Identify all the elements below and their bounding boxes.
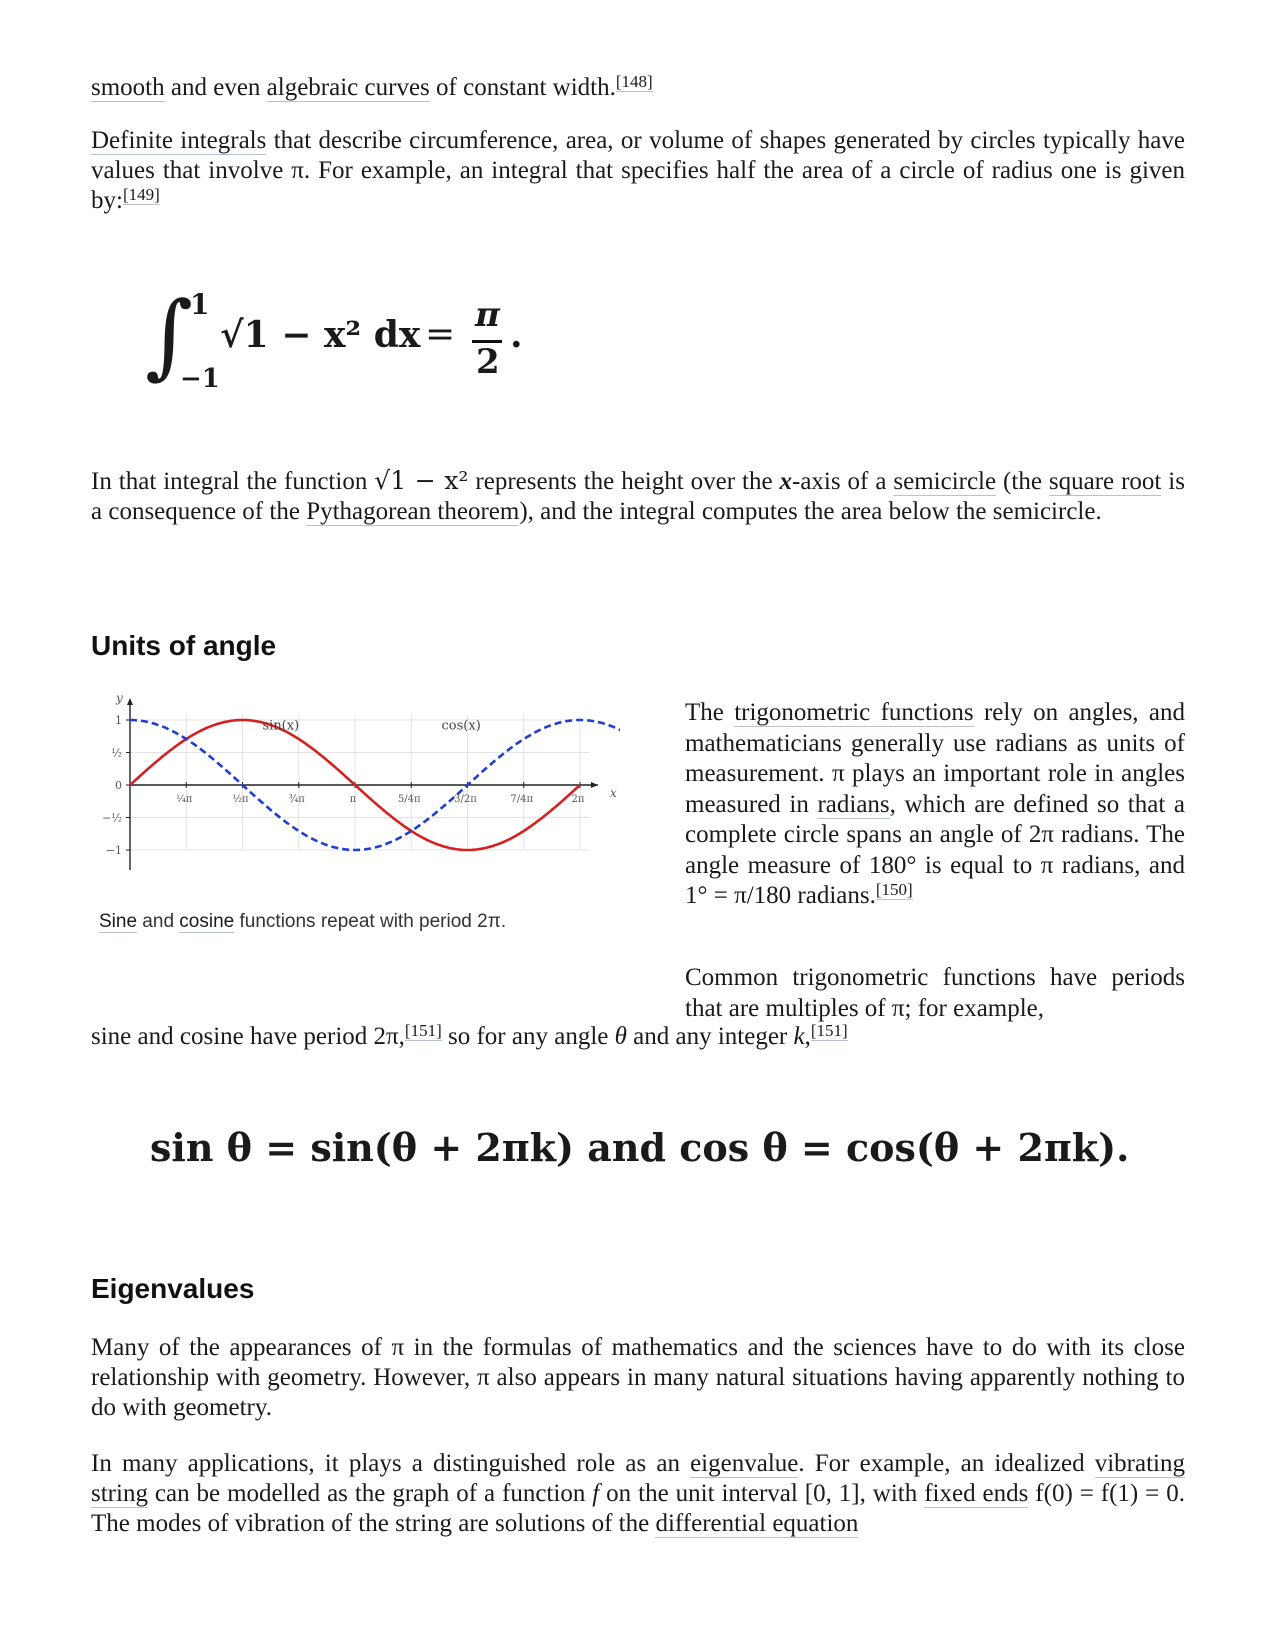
text: The bbox=[685, 699, 735, 726]
x-tick-label: 2π bbox=[571, 794, 585, 805]
semicircle-link[interactable]: semicircle bbox=[893, 468, 997, 495]
k-variable: k bbox=[793, 1023, 805, 1050]
sine-link[interactable]: Sine bbox=[99, 911, 138, 932]
y-tick-label: 0 bbox=[115, 779, 122, 792]
periods-paragraph-top bbox=[685, 963, 1185, 1024]
citation-150[interactable]: [150] bbox=[875, 880, 913, 899]
sqrt-function: √1 − x² bbox=[374, 466, 469, 495]
units-of-angle-heading: Units of angle bbox=[91, 630, 277, 661]
x-axis-label: x bbox=[610, 786, 617, 800]
y-tick-label: 1 bbox=[115, 714, 122, 727]
x-tick-label: 7/4π bbox=[510, 794, 534, 805]
text: Common trigonometric functions have periods that are multiples of π; for example, bbox=[685, 964, 1185, 1022]
text: so for any angle bbox=[441, 1023, 615, 1050]
text: In that integral the function bbox=[91, 468, 375, 495]
y-axis-label: y bbox=[116, 691, 123, 705]
pythagorean-theorem-link[interactable]: Pythagorean theorem bbox=[306, 498, 520, 525]
x-tick-label: ½π bbox=[232, 794, 249, 805]
sin-label: sin(x) bbox=[262, 718, 300, 734]
y-axis-arrow bbox=[127, 698, 133, 705]
x-axis-arrow bbox=[591, 782, 598, 788]
integral-formula bbox=[140, 282, 560, 410]
intro-rest: of constant width. bbox=[429, 74, 616, 101]
text: is a consequence of the bbox=[91, 468, 1185, 525]
sine-cosine-chart bbox=[100, 685, 620, 900]
square-root-link[interactable]: square root bbox=[1048, 468, 1162, 495]
text: sine and cosine have period 2π, bbox=[91, 1023, 405, 1050]
eigen-paragraph-2 bbox=[91, 1449, 1185, 1539]
x-tick-label: ¾π bbox=[288, 794, 305, 805]
integral-lower-limit: −1 bbox=[180, 364, 220, 394]
eigenvalue-link[interactable]: eigenvalue bbox=[690, 1450, 799, 1477]
caption-text: and bbox=[137, 911, 180, 932]
equals-sign: = bbox=[425, 314, 456, 355]
y-tick-label: ½ bbox=[111, 746, 122, 760]
algebraic-curves-link[interactable]: algebraic curves bbox=[266, 74, 430, 101]
text: f(0) = f(1) = 0. The modes of vibration of the string are solutions of the bbox=[91, 1480, 1185, 1537]
radians-link[interactable]: radians bbox=[817, 790, 890, 818]
text: , which are defined so that a complete circle spans an angle of 2π radians. The angle measure of 180° is equal to π radians, and 1° = π/180 radians. bbox=[685, 790, 1186, 909]
text: . For example, an idealized bbox=[798, 1450, 1095, 1477]
text: , bbox=[804, 1023, 811, 1050]
text: can be modelled as the graph of a function bbox=[147, 1480, 593, 1507]
definite-integrals-paragraph bbox=[91, 126, 1185, 216]
f-variable: f bbox=[592, 1480, 600, 1507]
fraction-numerator: π bbox=[475, 295, 500, 335]
formula-period: . bbox=[510, 314, 523, 356]
eigen-paragraph-1: Many of the appearances of π in the formulas of mathematics and the sciences have to do with its close relationship with geometry. However, π also appears in many natural situations having apparently nothing to do with geometry. bbox=[91, 1334, 1185, 1421]
x-tick-label: 5/4π bbox=[397, 794, 421, 805]
citation-151[interactable]: [151] bbox=[404, 1021, 442, 1040]
text: on the unit interval [0, 1], with bbox=[599, 1480, 925, 1507]
integral-sign: ∫ bbox=[145, 282, 193, 389]
y-tick-label: −½ bbox=[102, 811, 122, 825]
y-tick-label: −1 bbox=[105, 844, 122, 857]
citation-148[interactable]: [148] bbox=[615, 72, 653, 91]
trig-paragraph bbox=[685, 698, 1185, 912]
integrand: √1 − x² dx bbox=[220, 314, 421, 356]
fixed-ends-link[interactable]: fixed ends bbox=[924, 1480, 1029, 1507]
text: ), and the integral computes the area below the semicircle. bbox=[519, 498, 1102, 525]
text: In many applications, it plays a distinguished role as an bbox=[91, 1450, 691, 1477]
x-tick-label: 3/2π bbox=[454, 794, 477, 805]
cos-label: cos(x) bbox=[441, 718, 481, 734]
smooth-link[interactable]: smooth bbox=[91, 74, 165, 101]
chart-caption bbox=[99, 911, 506, 933]
cosine-link[interactable]: cosine bbox=[179, 911, 235, 932]
citation-151-second[interactable]: [151] bbox=[810, 1021, 848, 1040]
intro-paragraph bbox=[91, 73, 1185, 103]
caption-rest: functions repeat with period 2π. bbox=[234, 911, 507, 932]
intro-text: and even bbox=[164, 74, 267, 101]
text: rely on angles, and mathematicians generally use radians as units of measurement. π plays an important role in angles measured in bbox=[685, 699, 1185, 818]
eigenvalues-heading: Eigenvalues bbox=[91, 1273, 255, 1304]
x-tick-label: π bbox=[349, 794, 357, 805]
text: represents the height over the bbox=[468, 468, 780, 495]
theta: θ bbox=[614, 1023, 627, 1050]
text: -axis of a bbox=[792, 468, 894, 495]
definite-integrals-link[interactable]: Definite integrals bbox=[91, 127, 267, 154]
x-tick-label: ¼π bbox=[176, 794, 193, 805]
integral-explanation-paragraph bbox=[91, 466, 1185, 527]
x-variable: x bbox=[779, 468, 792, 495]
fraction-denominator: 2 bbox=[476, 342, 500, 382]
differential-equation-link[interactable]: differential equation bbox=[655, 1510, 859, 1537]
integral-upper-limit: 1 bbox=[190, 288, 210, 321]
periodicity-formula: sin θ = sin(θ + 2πk) and cos θ = cos(θ + 2πk). bbox=[150, 1125, 1130, 1170]
definite-text: that describe circumference, area, or volume of shapes generated by circles typically have values that involve π. For example, an integral that specifies half the area of a circle of radius one is given by: bbox=[91, 127, 1185, 214]
trigonometric-functions-link[interactable]: trigonometric functions bbox=[734, 699, 974, 726]
vibrating-string-link[interactable]: vibrating string bbox=[91, 1450, 1185, 1507]
periods-paragraph-bottom bbox=[91, 1022, 1185, 1052]
text: and any integer bbox=[626, 1023, 794, 1050]
citation-149[interactable]: [149] bbox=[122, 185, 160, 204]
text: (the bbox=[996, 468, 1049, 495]
